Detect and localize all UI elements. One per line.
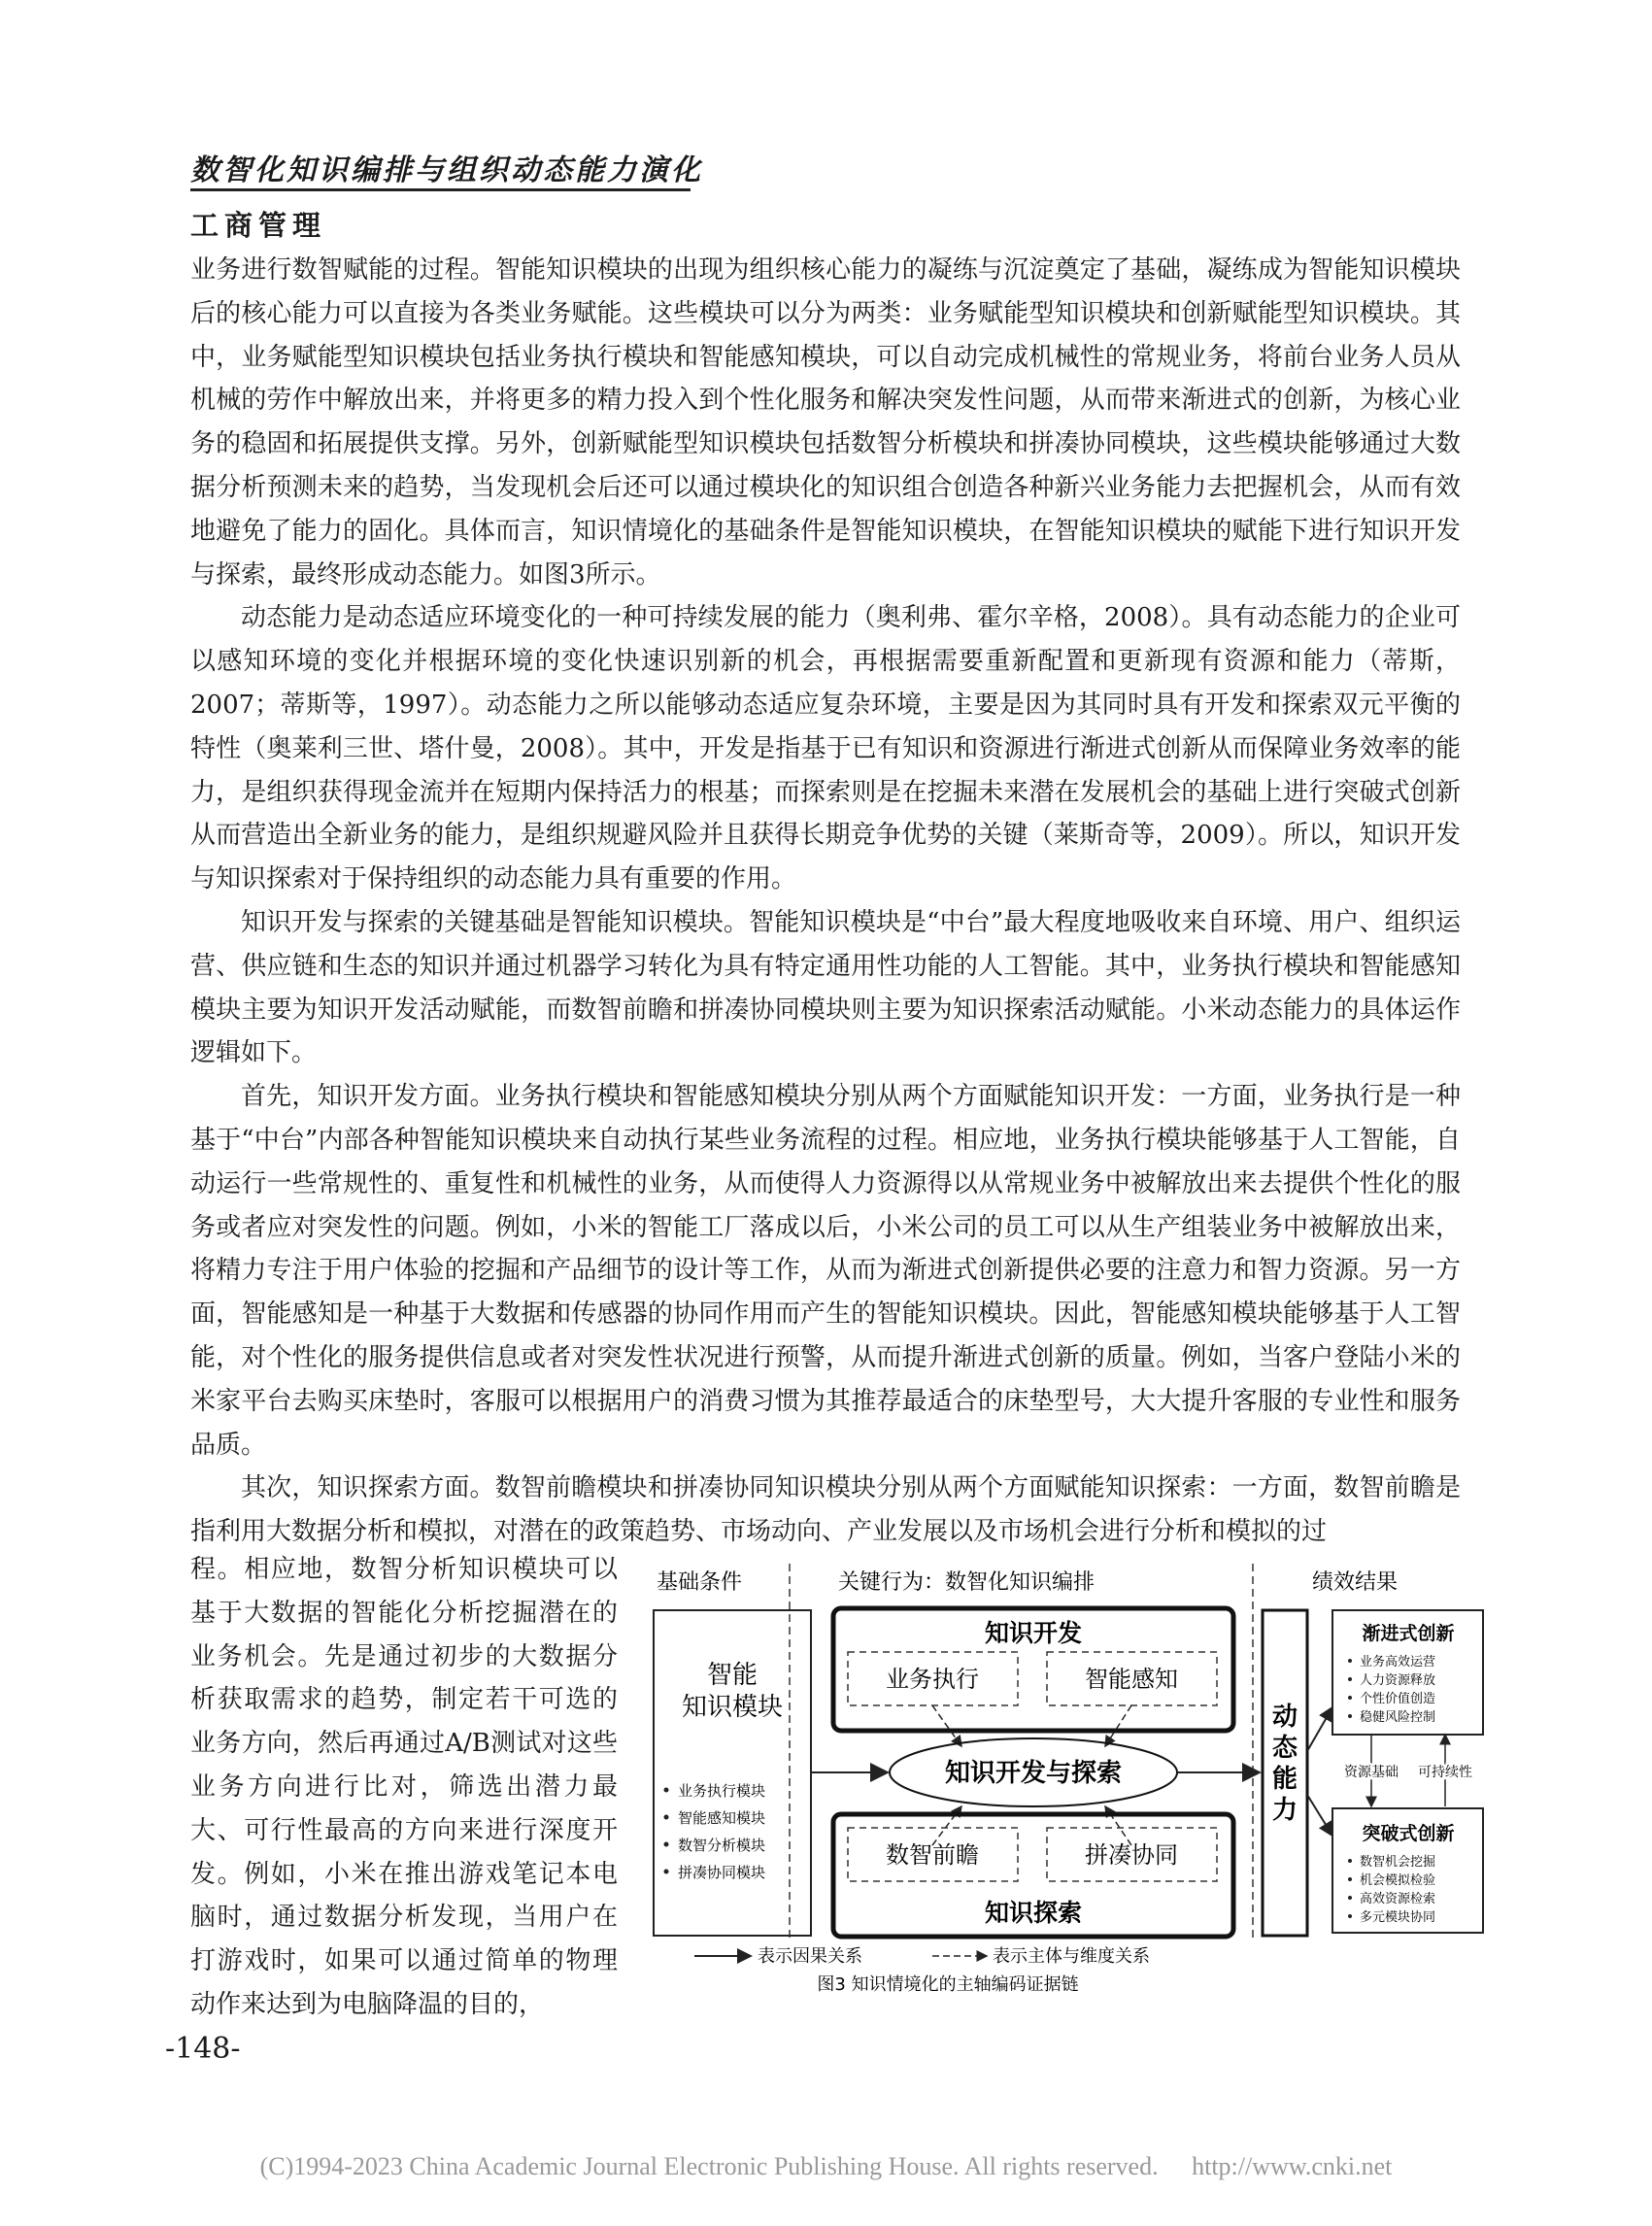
legend-causal-label: 表示因果关系 xyxy=(758,1946,862,1967)
bullet xyxy=(1348,1896,1352,1900)
bullet xyxy=(664,1788,669,1793)
bullet xyxy=(664,1815,669,1820)
paragraph: 业务进行数智赋能的过程。智能知识模块的出现为组织核心能力的凝练与沉淀奠定了基础，凝练成为智能知识模块后的核心能力可以直接为各类业务赋能。这些模块可以分为两类：业务赋能型知识模块和创新赋能型知识模块。其中，业务赋能型知识模块包括业务执行模块和智能感知模块，可以自动完成机械性的常规业务，将前台业务人员从机械的劳作中解放出来，并将更多的精力投入到个性化服务和解决突发性问题，从而带来渐进式的创新，为核心业务的稳固和拓展提供支撑。另外，创新赋能型知识模块包括数智分析模块和拼凑协同模块，这些模块能够通过大数据分析预测未来的趋势，当发现机会后还可以通过模块化的知识组合创造各种新兴业务能力去把握机会，从而有效地避免了能力的固化。具体而言，知识情境化的基础条件是智能知识模块，在智能知识模块的赋能下进行知识开发与探索，最终形成动态能力。如图3所示。 xyxy=(190,255,1461,590)
breakthrough-item: 机会模拟检验 xyxy=(1360,1873,1436,1888)
page-number: -148- xyxy=(165,2032,241,2066)
smart-module-title: 知识模块 xyxy=(681,1693,784,1722)
wrapped-paragraph: 程。相应地，数智分析知识模块可以基于大数据的智能化分析挖掘潜在的业务机会。先是通过初步的大数据分析获取需求的趋势，制定若干可选的业务方向，然后再通过A/B测试对这些业务方向进行比对，筛选出潜力最大、可行性最高的方向来进行深度开发。例如，小米在推出游戏笔记本电脑时，通过数据分析发现，当用户在打游戏时，如果可以通过简单的物理动作来达到为电脑降温的目的， xyxy=(190,1555,618,2019)
dev-to-center-arrow xyxy=(932,1705,961,1746)
exp-item-bricolage: 拼凑协同 xyxy=(1085,1841,1178,1869)
dynamic-capability-char: 力 xyxy=(1271,1796,1298,1825)
bullet xyxy=(1348,1859,1352,1863)
smart-module-item: 拼凑协同模块 xyxy=(678,1864,766,1881)
breakthrough-item: 数智机会挖掘 xyxy=(1360,1855,1436,1870)
bullet xyxy=(664,1870,669,1874)
figure-caption: 图3 知识情境化的主轴编码证据链 xyxy=(817,1974,1079,1995)
bullet xyxy=(1348,1696,1352,1700)
journal-running-title: 数智化知识编排与组织动态能力演化 xyxy=(190,153,703,187)
column-header-basic: 基础条件 xyxy=(656,1570,743,1595)
footer xyxy=(0,2152,1652,2181)
smart-module-box xyxy=(654,1610,811,1936)
sustainability-label: 可持续性 xyxy=(1418,1765,1472,1780)
dynamic-capability-char: 能 xyxy=(1271,1765,1298,1794)
legend-dimension-label: 表示主体与维度关系 xyxy=(993,1946,1150,1967)
dev-item-smart-sensing: 智能感知 xyxy=(1085,1666,1178,1693)
bullet xyxy=(1348,1714,1352,1718)
section-title: 工商管理 xyxy=(190,209,327,242)
dynamic-to-incremental-arrow xyxy=(1307,1707,1332,1751)
knowledge-exploration-title: 知识探索 xyxy=(984,1899,1083,1927)
bullet xyxy=(1348,1677,1352,1681)
footer-copyright: (C)1994-2023 China Academic Journal Electronic Publishing House. All rights reserved. xyxy=(259,2152,1159,2180)
incremental-item: 人力资源释放 xyxy=(1360,1673,1436,1688)
column-header-key-behavior: 关键行为：数智化知识编排 xyxy=(837,1570,1096,1595)
knowledge-development-title: 知识开发 xyxy=(984,1619,1083,1647)
figure-3-diagram xyxy=(641,1552,1496,1999)
smart-module-title: 智能 xyxy=(706,1661,759,1690)
breakthrough-item: 高效资源检索 xyxy=(1360,1892,1436,1906)
body-text xyxy=(190,249,1461,1554)
smart-module-item: 数智分析模块 xyxy=(678,1837,766,1854)
exp-item-foresight: 数智前瞻 xyxy=(886,1841,979,1869)
footer-url[interactable]: http://www.cnki.net xyxy=(1192,2152,1393,2180)
incremental-item: 业务高效运营 xyxy=(1360,1655,1436,1670)
paragraph: 知识开发与探索的关键基础是智能知识模块。智能知识模块是“中台”最大程度地吸收来自环境、用户、组织运营、供应链和生态的知识并通过机器学习转化为具有特定通用性功能的人工智能。其中，业务执行模块和智能感知模块主要为知识开发活动赋能，而数智前瞻和拼凑协同模块则主要为知识探索活动赋能。小米动态能力的具体运作逻辑如下。 xyxy=(190,907,1461,1068)
bullet xyxy=(1348,1914,1352,1918)
paragraph: 动态能力是动态适应环境变化的一种可持续发展的能力（奥利弗、霍尔辛格，2008）。具有动态能力的企业可以感知环境的变化并根据环境的变化快速识别新的机会，再根据需要重新配置和更新现有资源和能力（蒂斯，2007；蒂斯等，1997）。动态能力之所以能够动态适应复杂环境，主要是因为其同时具有开发和探索双元平衡的特性（奥莱利三世、塔什曼，2008）。其中，开发是指基于已有知识和资源进行渐进式创新从而保障业务效率的能力，是组织获得现金流并在短期内保持活力的根基；而探索则是在挖掘未来潜在发展机会的基础上进行突破式创新从而营造出全新业务的能力，是组织规避风险并且获得长期竞争优势的关键（莱斯奇等，2009）。所以，知识开发与知识探索对于保持组织的动态能力具有重要的作用。 xyxy=(190,603,1461,894)
bullet xyxy=(1348,1877,1352,1881)
smart-module-item: 业务执行模块 xyxy=(678,1782,766,1800)
column-header-result: 绩效结果 xyxy=(1311,1570,1399,1595)
breakthrough-innovation-title: 突破式创新 xyxy=(1362,1823,1455,1844)
paragraph: 首先，知识开发方面。业务执行模块和智能感知模块分别从两个方面赋能知识开发：一方面，业务执行是一种基于“中台”内部各种智能知识模块来自动执行某些业务流程的过程。相应地，业务执行模块能够基于人工智能，自动运行一些常规性的、重复性和机械性的业务，从而使得人力资源得以从常规业务中被解放出来去提供个性化的服务或者应对突发性的问题。例如，小米的智能工厂落成以后，小米公司的员工可以从生产组装业务中被解放出来，将精力专注于用户体验的挖掘和产品细节的设计等工作，从而为渐进式创新提供必要的注意力和智力资源。另一方面，智能感知是一种基于大数据和传感器的协同作用而产生的智能知识模块。因此，智能感知模块能够基于人工智能，对个性化的服务提供信息或者对突发性状况进行预警，从而提升渐进式创新的质量。例如，当客户登陆小米的米家平台去购买床垫时，客服可以根据用户的消费习惯为其推荐最适合的床垫型号，大大提升客服的专业性和服务品质。 xyxy=(190,1082,1461,1460)
dynamic-capability-char: 态 xyxy=(1271,1734,1298,1763)
resource-basis-label: 资源基础 xyxy=(1344,1765,1399,1780)
dynamic-capability-char: 动 xyxy=(1271,1703,1298,1732)
dev-to-center-arrow xyxy=(1105,1705,1131,1746)
dev-item-business-execution: 业务执行 xyxy=(886,1666,979,1693)
header-rule xyxy=(190,188,691,191)
smart-module-item: 智能感知模块 xyxy=(678,1809,766,1827)
incremental-item: 稳健风险控制 xyxy=(1360,1710,1436,1725)
incremental-innovation-title: 渐进式创新 xyxy=(1362,1623,1455,1644)
breakthrough-item: 多元模块协同 xyxy=(1360,1910,1436,1925)
center-label: 知识开发与探索 xyxy=(944,1759,1123,1788)
bullet xyxy=(664,1842,669,1847)
incremental-item: 个性价值创造 xyxy=(1360,1692,1436,1706)
paragraph: 其次，知识探索方面。数智前瞻模块和拼凑协同知识模块分别从两个方面赋能知识探索：一方面，数智前瞻是指利用大数据分析和模拟，对潜在的政策趋势、市场动向、产业发展以及市场机会进行分析和模拟的过 xyxy=(190,1473,1461,1547)
dynamic-to-breakthrough-arrow xyxy=(1307,1795,1332,1836)
bullet xyxy=(1348,1659,1352,1663)
